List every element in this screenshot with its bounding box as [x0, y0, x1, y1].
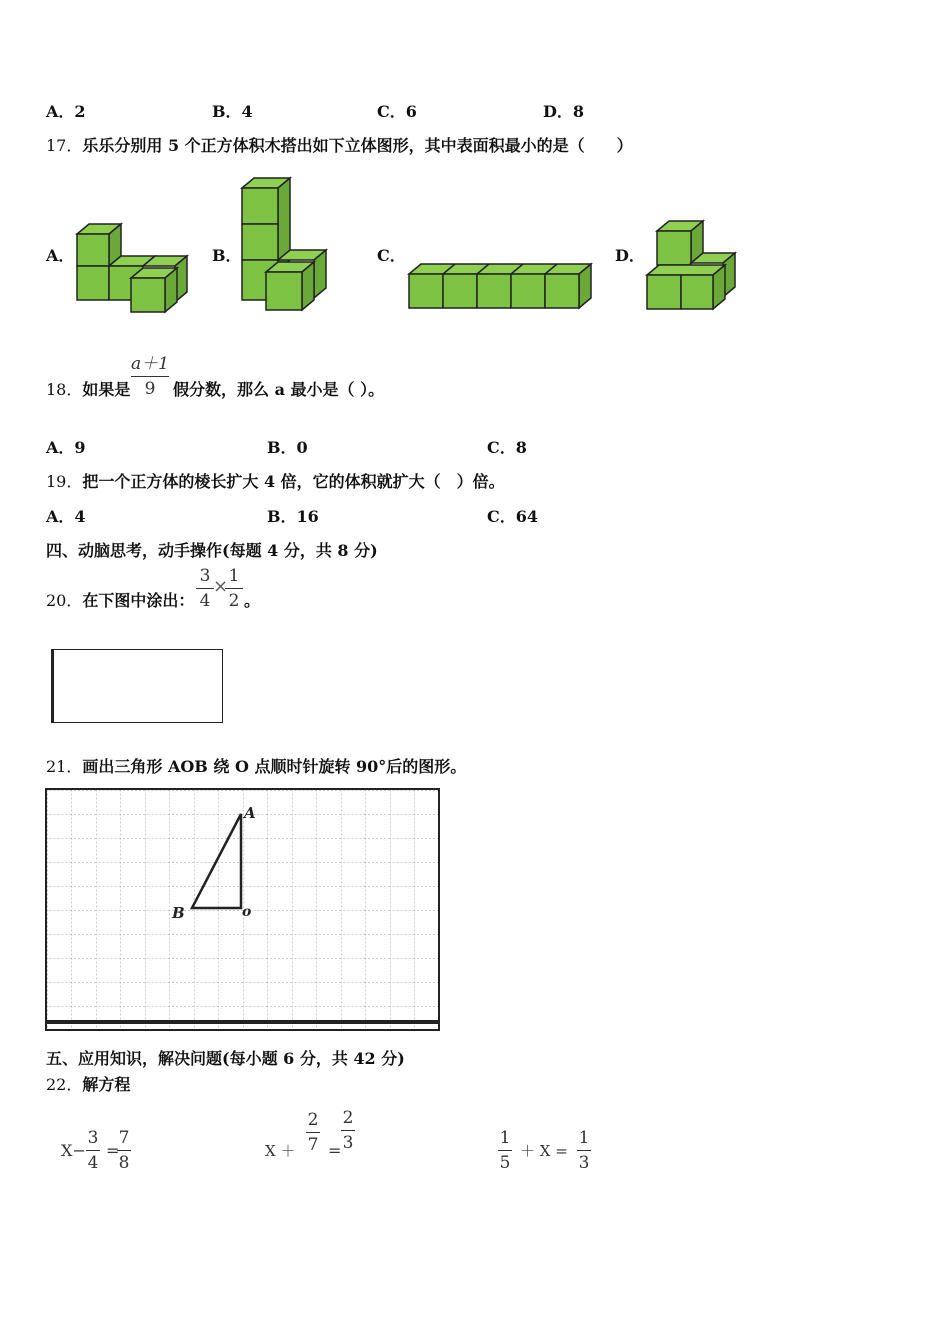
fraction-numerator: 3 [199, 566, 211, 586]
fraction-numerator: 1 [499, 1128, 511, 1148]
q20-end: 。 [244, 591, 261, 610]
equation-3-middle: ＋ X = [520, 1142, 568, 1160]
option-value: 8 [572, 102, 585, 121]
fraction-bar [306, 1132, 320, 1133]
fraction-bar [131, 376, 169, 377]
option-value: 16 [296, 507, 319, 526]
grid-canvas [47, 790, 438, 1029]
option-value: 6 [405, 102, 417, 121]
equation-2-fraction-left [306, 1110, 320, 1155]
q19-option-a[interactable] [46, 507, 86, 527]
fraction-denominator: 2 [228, 591, 240, 611]
option-letter: A． [46, 102, 75, 121]
q18-option-b[interactable] [267, 438, 308, 458]
option-letter: B． [267, 507, 297, 526]
q17-label-d[interactable]: D． [615, 246, 645, 265]
fraction-denominator: 9 [144, 379, 156, 399]
fraction-denominator: 4 [199, 591, 211, 611]
fraction-numerator: 1 [578, 1128, 590, 1148]
equation-1-equals: = [106, 1141, 120, 1160]
question-number: 19． [46, 472, 83, 491]
question-text: 乐乐分别用 5 个正方体积木搭出如下立体图形，其中表面积最小的是（ ） [82, 136, 633, 155]
q17-question [46, 136, 633, 156]
fraction-numerator: 1 [228, 566, 240, 586]
cube-figure-c [407, 262, 593, 312]
fraction-denominator: 4 [87, 1153, 99, 1173]
q16-option-c[interactable] [377, 102, 417, 122]
q19-option-b[interactable] [267, 507, 319, 527]
equation-1-fraction-right [117, 1128, 131, 1173]
times-sign: × [213, 576, 229, 597]
equation-1-fraction-left [86, 1128, 100, 1173]
fraction-bar [341, 1130, 355, 1131]
q18-option-c[interactable] [487, 438, 527, 458]
question-text: 解方程 [82, 1075, 131, 1094]
q20-fraction-1 [196, 566, 214, 611]
option-value: 9 [74, 438, 86, 457]
question-number: 18． [46, 380, 83, 399]
q20-fraction-2 [225, 566, 243, 611]
equation-1-x: X− [61, 1141, 86, 1160]
q18-fraction [131, 354, 169, 399]
point-b-label: B [172, 904, 185, 922]
q17-label-c[interactable]: C． [377, 246, 406, 265]
option-letter: B． [212, 102, 242, 121]
option-value: 2 [74, 102, 86, 121]
fraction-bar [225, 588, 243, 589]
q17-label-a[interactable]: A． [46, 246, 75, 265]
option-value: 8 [515, 438, 527, 457]
question-number: 22． [46, 1075, 83, 1094]
question-number: 21． [46, 757, 83, 776]
option-letter: C． [377, 102, 406, 121]
option-value: 4 [241, 102, 253, 121]
q16-option-d[interactable] [543, 102, 584, 122]
cube-figure-d [645, 217, 739, 313]
option-letter: B． [267, 438, 297, 457]
question-text: 画出三角形 AOB 绕 O 点顺时针旋转 90°后的图形。 [82, 757, 467, 776]
option-letter: A． [46, 507, 75, 526]
q19-question [46, 472, 505, 492]
q16-option-b[interactable] [212, 102, 253, 122]
q21-question [46, 757, 466, 777]
section-4-title: 四、动脑思考，动手操作(每题 4 分，共 8 分) [46, 541, 378, 560]
fraction-bar [196, 588, 214, 589]
equation-3-fraction-right [577, 1128, 591, 1173]
option-letter: D． [543, 102, 573, 121]
equation-2-fraction-right [341, 1108, 355, 1153]
option-value: 64 [515, 507, 539, 526]
question-prefix: 如果是 [82, 380, 131, 399]
q16-option-a[interactable] [46, 102, 86, 122]
q22-question [46, 1075, 130, 1095]
section-5-title: 五、应用知识，解决问题(每小题 6 分，共 42 分) [46, 1049, 405, 1068]
question-number: 20． [46, 591, 83, 610]
rotation-grid[interactable] [45, 788, 440, 1031]
option-letter: C． [487, 507, 516, 526]
fraction-bar [577, 1150, 591, 1151]
equation-3-fraction-left [498, 1128, 512, 1173]
shading-rectangle[interactable] [51, 649, 223, 723]
option-value: 0 [296, 438, 308, 457]
cube-figure-a [75, 222, 193, 314]
q17-label-b[interactable]: B． [212, 246, 242, 265]
q18-option-a[interactable] [46, 438, 86, 458]
option-letter: A． [46, 438, 75, 457]
q20-question [46, 591, 194, 611]
fraction-numerator: 3 [87, 1128, 99, 1148]
fraction-denominator: 8 [118, 1153, 130, 1173]
question-text: 把一个正方体的棱长扩大 4 倍，它的体积就扩大（ ）倍。 [82, 472, 505, 491]
fraction-denominator: 5 [499, 1153, 511, 1173]
fraction-denominator: 7 [307, 1135, 319, 1155]
fraction-denominator: 3 [342, 1133, 354, 1153]
fraction-numerator: 2 [307, 1110, 319, 1130]
option-value: 4 [74, 507, 86, 526]
q18-question [46, 380, 130, 400]
point-a-label: A [244, 804, 256, 822]
question-text: 在下图中涂出： [82, 591, 195, 610]
equation-2-equals: = [328, 1141, 342, 1160]
q18-suffix: 假分数，那么 a 最小是（ ）。 [173, 380, 385, 399]
equation-2-x: X ＋ [265, 1142, 296, 1160]
fraction-numerator: 7 [118, 1128, 130, 1148]
question-number: 17． [46, 136, 83, 155]
point-o-label: o [242, 904, 252, 920]
option-letter: C． [487, 438, 516, 457]
cube-figure-b [240, 176, 332, 314]
fraction-bar [86, 1150, 100, 1151]
fraction-denominator: 3 [578, 1153, 590, 1173]
fraction-bar [498, 1150, 512, 1151]
fraction-bar [117, 1150, 131, 1151]
fraction-numerator: a＋1 [131, 354, 169, 374]
q19-option-c[interactable] [487, 507, 538, 527]
fraction-numerator: 2 [342, 1108, 354, 1128]
